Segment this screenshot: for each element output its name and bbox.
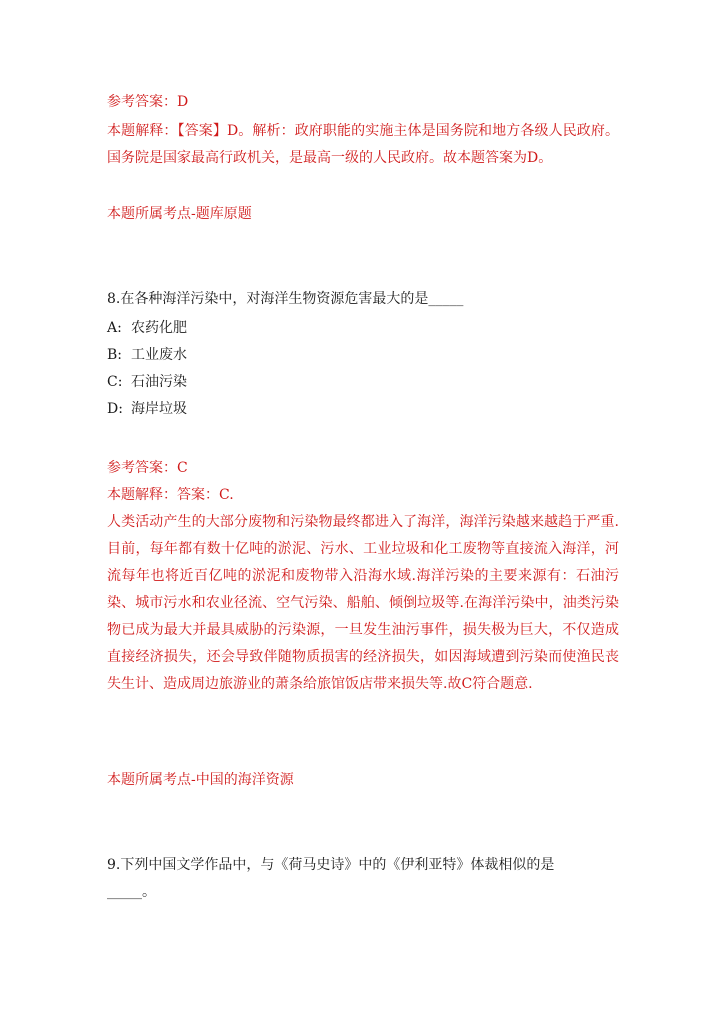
q8-explanation-head: 本题解释：答案：C. — [107, 487, 234, 503]
option-letter: B: — [107, 347, 123, 363]
option-letter: C: — [107, 374, 123, 390]
q7-answer: 参考答案：D — [107, 94, 189, 110]
option-letter: D: — [107, 401, 123, 417]
q9-question-line1: 9.下列中国文学作品中，与《荷马史诗》中的《伊利亚特》体裁相似的是 — [107, 857, 555, 873]
q8-option-b — [107, 345, 187, 365]
q8-explanation-body: 人类活动产生的大部分废物和污染物最终都进入了海洋，海洋污染越来越趋于严重.目前，每年都有数十亿吨的淤泥、污水、工业垃圾和化工废物等直接流入海洋，河流每年也将近百亿吨的淤泥和废物带入沿海水域.海洋污染的主要来源有：石油污染、城市污水和农业径流、空气污染、船舶、倾倒垃圾等.在海洋污染中，油类污染物已成为最大并最具威胁的污染源，一旦发生油污事件，损失极为巨大，不仅造成直接经济损失，还会导致伴随物质损害的经济损失，如因海域遭到污染而使渔民丧失生计、造成周边旅游业的萧条给旅馆饭店带来损失等.故C符合题意. — [107, 514, 619, 692]
q7-explanation: 本题解释：【答案】D。解析：政府职能的实施主体是国务院和地方各级人民政府。国务院是国家最高行政机关，是最高一级的人民政府。故本题答案为D。 — [107, 123, 619, 166]
q8-question: 8.在各种海洋污染中，对海洋生物资源危害最大的是_____ — [107, 291, 464, 307]
option-text: 工业废水 — [131, 347, 187, 363]
option-text: 石油污染 — [131, 374, 187, 390]
option-text: 农药化肥 — [131, 320, 187, 336]
q8-topic: 本题所属考点-中国的海洋资源 — [107, 772, 294, 788]
option-letter: A: — [107, 320, 122, 336]
q8-answer: 参考答案：C — [107, 460, 188, 476]
q8-option-c — [107, 372, 187, 392]
q7-topic: 本题所属考点-题库原题 — [107, 206, 252, 222]
option-text: 海岸垃圾 — [131, 401, 187, 417]
q8-option-a — [107, 318, 187, 338]
q9-question-line2: _____。 — [107, 884, 156, 900]
q8-option-d — [107, 399, 187, 419]
